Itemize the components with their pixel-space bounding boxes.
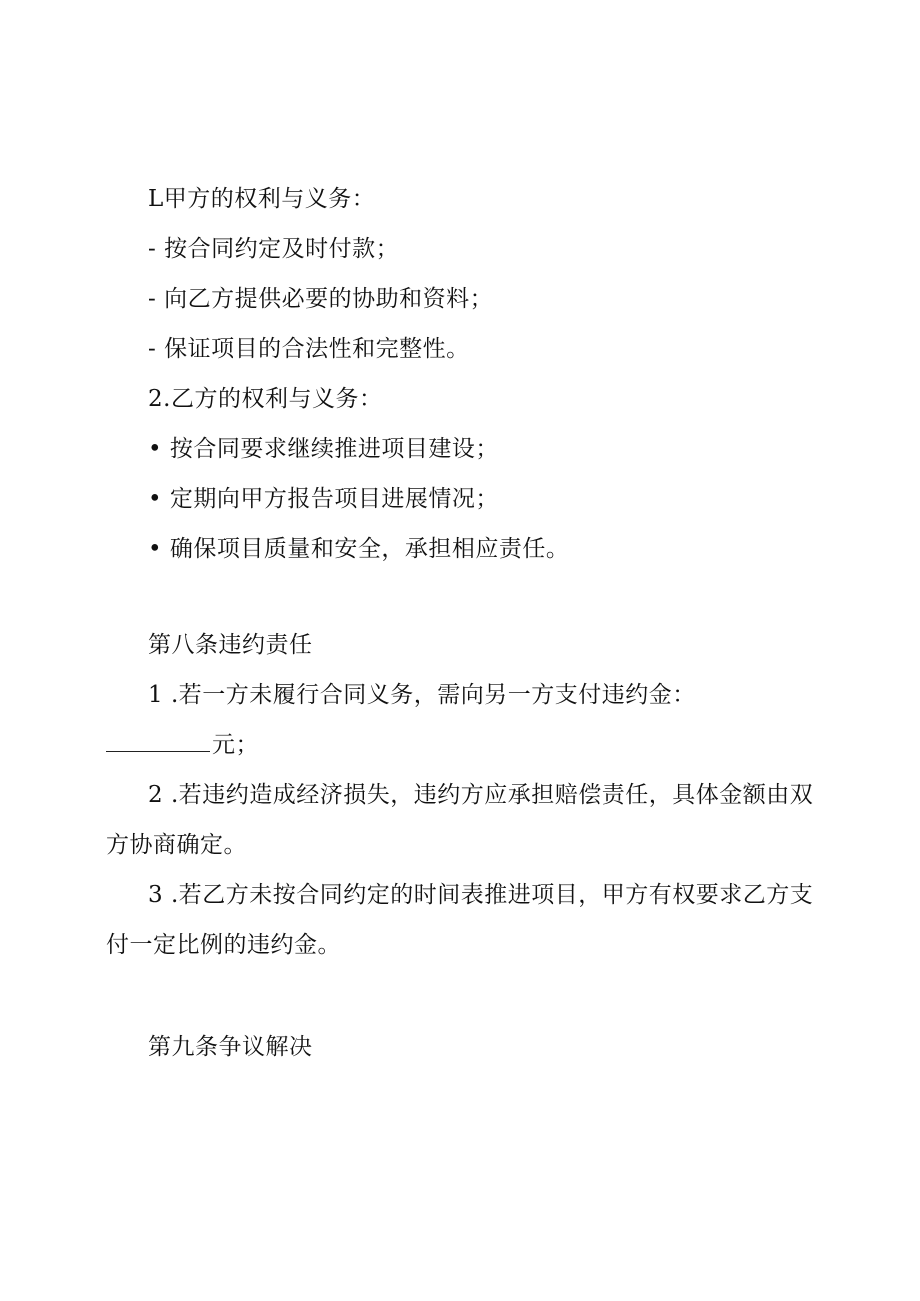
amount-unit: 元；	[212, 732, 259, 758]
party-a-item-3: - 保证项目的合法性和完整性。	[148, 336, 470, 362]
party-b-item-3: • 确保项目质量和安全，承担相应责任。	[148, 536, 570, 562]
party-b-heading: 2.乙方的权利与义务：	[148, 386, 383, 412]
article-8-clause-1-line-1: 1 .若一方未履行合同义务，需向另一方支付违约金：	[148, 682, 696, 708]
party-a-item-1: - 按合同约定及时付款；	[148, 236, 400, 262]
article-8-clause-2-line-2: 方协商确定。	[106, 832, 247, 858]
article-8-clause-2-line-1: 2 .若违约造成经济损失，违约方应承担赔偿责任，具体金额由双	[148, 782, 814, 808]
article-8-heading: 第八条违约责任	[148, 632, 313, 658]
amount-blank	[106, 731, 210, 752]
party-b-item-1: • 按合同要求继续推进项目建设；	[148, 436, 499, 462]
article-9-heading: 第九条争议解决	[148, 1034, 313, 1060]
article-8-clause-3-line-2: 付一定比例的违约金。	[106, 932, 341, 958]
party-a-heading: L甲方的权利与义务：	[148, 186, 376, 212]
party-a-item-2: - 向乙方提供必要的协助和资料；	[148, 286, 494, 312]
article-8-clause-1-line-2	[106, 730, 259, 760]
party-b-item-2: • 定期向甲方报告项目进展情况；	[148, 486, 499, 512]
article-8-clause-3-line-1: 3 .若乙方未按合同约定的时间表推进项目，甲方有权要求乙方支	[148, 882, 814, 908]
